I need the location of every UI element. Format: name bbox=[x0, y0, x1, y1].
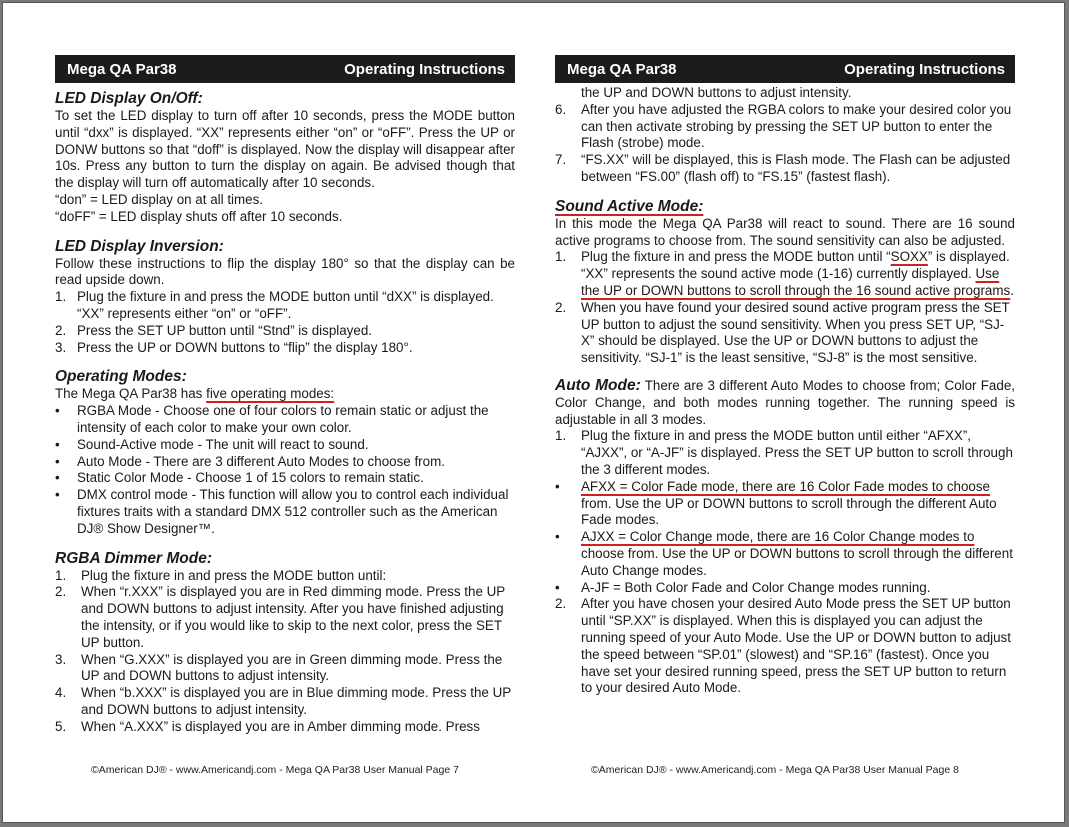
list-item: 3. Press the UP or DOWN buttons to “flip” the display 180°. bbox=[55, 339, 413, 355]
numbered-list bbox=[555, 249, 1015, 367]
header-section: Operating Instructions bbox=[344, 60, 505, 78]
page-body bbox=[555, 85, 1015, 697]
paragraph: Auto Mode: There are 3 different Auto Modes to choose from; Color Fade, Color Change, and both modes running together. The running speed is adjustable in all 3 modes. bbox=[555, 376, 1015, 427]
header-section: Operating Instructions bbox=[844, 60, 1005, 78]
page-left bbox=[55, 3, 520, 823]
page-right bbox=[555, 3, 1020, 823]
section-heading: Sound Active Mode: bbox=[555, 197, 704, 215]
paragraph: In this mode the Mega QA Par38 will react to sound. There are 16 sound active programs to choose from. The sound sensitivity can also be adjusted. bbox=[555, 215, 1015, 248]
list-item: 4. When “b.XXX” is displayed you are in Blue dimming mode. Press the UP and DOWN buttons to adjust intensity. bbox=[55, 685, 511, 717]
page-footer: ©American DJ® - www.Americandj.com - Mega QA Par38 User Manual Page 7 bbox=[91, 764, 459, 776]
list-item: the UP and DOWN buttons to adjust intensity. bbox=[581, 85, 852, 100]
paragraph: Follow these instructions to flip the display 180° so that the display can be read upside down. bbox=[55, 255, 515, 288]
list-item: 6. After you have adjusted the RGBA colors to make your desired color you can then activate strobing by pressing the SET UP button to enter the Flash (strobe) mode. bbox=[555, 101, 1012, 151]
bullet-list bbox=[55, 403, 515, 537]
list-item: 3. When “G.XXX” is displayed you are in Green dimming mode. Press the UP and DOWN buttons to adjust intensity. bbox=[55, 651, 503, 684]
paragraph: The Mega QA Par38 has five operating modes: bbox=[55, 386, 335, 402]
list-item: 7. “FS.XX” will be displayed, this is Flash mode. The Flash can be adjusted between “FS.00” (flash off) to “FS.15” (fastest flash). bbox=[555, 152, 1011, 184]
list-item: 2. When “r.XXX” is displayed you are in Red dimming mode. Press the UP and DOWN buttons to adjust intensity. After you have finished adjusting the intensity, or if you would like to skip to the next color, press the SET UP button. bbox=[55, 584, 505, 650]
page-footer: ©American DJ® - www.Americandj.com - Mega QA Par38 User Manual Page 8 bbox=[591, 764, 959, 776]
page-header bbox=[55, 55, 515, 83]
page-header bbox=[555, 55, 1015, 83]
section-heading: LED Display On/Off: bbox=[55, 90, 203, 107]
numbered-list bbox=[555, 85, 1015, 186]
section-heading: Operating Modes: bbox=[55, 368, 187, 386]
list-item: • Sound-Active mode - The unit will react to sound. bbox=[55, 436, 369, 452]
section-heading: LED Display Inversion: bbox=[55, 237, 224, 255]
list-item: • AFXX = Color Fade mode, there are 16 Color Fade modes to choose from. Use the UP or DOWN buttons to scroll through the different Auto Fade modes. bbox=[555, 478, 997, 528]
underlined-text: SOXX bbox=[890, 249, 928, 265]
list-item: • DMX control mode - This function will allow you to control each individual fixtures traits with a standard DMX 512 controller such as the American DJ® Show Designer™. bbox=[55, 487, 509, 536]
list-item: • AJXX = Color Change mode, there are 16 Color Change modes to choose from. Use the UP or DOWN buttons to scroll through the different Auto Change modes. bbox=[555, 529, 1013, 578]
section-heading: Auto Mode: bbox=[555, 376, 641, 394]
header-title: Mega QA Par38 bbox=[67, 60, 177, 78]
list-item: • Static Color Mode - Choose 1 of 15 colors to remain static. bbox=[55, 470, 424, 486]
paragraph: “don” = LED display on at all times. bbox=[55, 191, 264, 207]
list-item: 1. Plug the fixture in and press the MODE button until either “AFXX”, “AJXX”, or “A-JF” is displayed. Press the SET UP button to scroll through the 3 different modes. bbox=[555, 428, 1013, 477]
numbered-list bbox=[55, 568, 515, 736]
list-item: 1. Plug the fixture in and press the MODE button until “dXX” is displayed. “XX” represents either “on” or “oFF”. bbox=[55, 289, 494, 321]
numbered-list bbox=[55, 289, 515, 356]
paragraph: To set the LED display to turn off after 10 seconds, press the MODE button until “dxx” is displayed. “XX” represents either “on” or “oFF”. Press the UP or DONW buttons so that “doff” is displayed. Now the display will disappear after 10s. Press any button to turn the display on again. Be advised though that the display will turn off automatically after 10 seconds. bbox=[55, 108, 515, 191]
list-item: 2. When you have found your desired sound active program press the SET UP button to adjust the sound sensitivity. When you press SET UP, “SJ-X” should be displayed. Use the UP or DOWN buttons to adjust the sensitivity. “SJ-1” is the least sensitive, “SJ-8” is the most sensitive. bbox=[555, 299, 1010, 366]
paragraph: “doFF” = LED display shuts off after 10 seconds. bbox=[55, 208, 343, 224]
list-item: 2. After you have chosen your desired Auto Mode press the SET UP button until “SP.XX” is displayed. When this is displayed you can adjust the running speed of your Auto Mode. Use the UP or DOWN button to adjust the speed between “SP.01” (slowest) and “SP.16” (fastest). Once you have set your desired running speed, press the SET UP button to return to your desired Auto Mode. bbox=[555, 596, 1011, 696]
manual-sheet bbox=[2, 2, 1065, 823]
list-item: • A-JF = Both Color Fade and Color Change modes running. bbox=[555, 579, 931, 595]
section-heading: RGBA Dimmer Mode: bbox=[55, 549, 213, 567]
list-item: 1. Plug the fixture in and press the MODE button until “SOXX” is displayed. “XX” represents the sound active mode (1-16) currently displayed. Use the UP or DOWN buttons to scroll through the 16 sound active programs. bbox=[555, 249, 1014, 298]
list-item: • Auto Mode - There are 3 different Auto Modes to choose from. bbox=[55, 453, 445, 469]
list-item: • RGBA Mode - Choose one of four colors to remain static or adjust the intensity of each color to make your own color. bbox=[55, 403, 489, 435]
underlined-text: Use the UP or DOWN buttons to scroll through the 16 sound active programs bbox=[581, 266, 1011, 298]
underlined-text: five operating modes: bbox=[206, 386, 335, 402]
page-body bbox=[55, 89, 515, 736]
list-item: 1. Plug the fixture in and press the MODE button until: bbox=[55, 567, 387, 583]
numbered-list bbox=[555, 428, 1015, 697]
underlined-text: AFXX = Color Fade mode, there are 16 Color Fade modes to choose bbox=[581, 478, 991, 494]
underlined-text: AJXX = Color Change mode, there are 16 Color Change modes to bbox=[581, 529, 975, 545]
list-item: 5. When “A.XXX” is displayed you are in Amber dimming mode. Press bbox=[55, 718, 480, 734]
list-item: 2. Press the SET UP button until “Stnd” is displayed. bbox=[55, 322, 372, 338]
header-title: Mega QA Par38 bbox=[567, 60, 677, 78]
